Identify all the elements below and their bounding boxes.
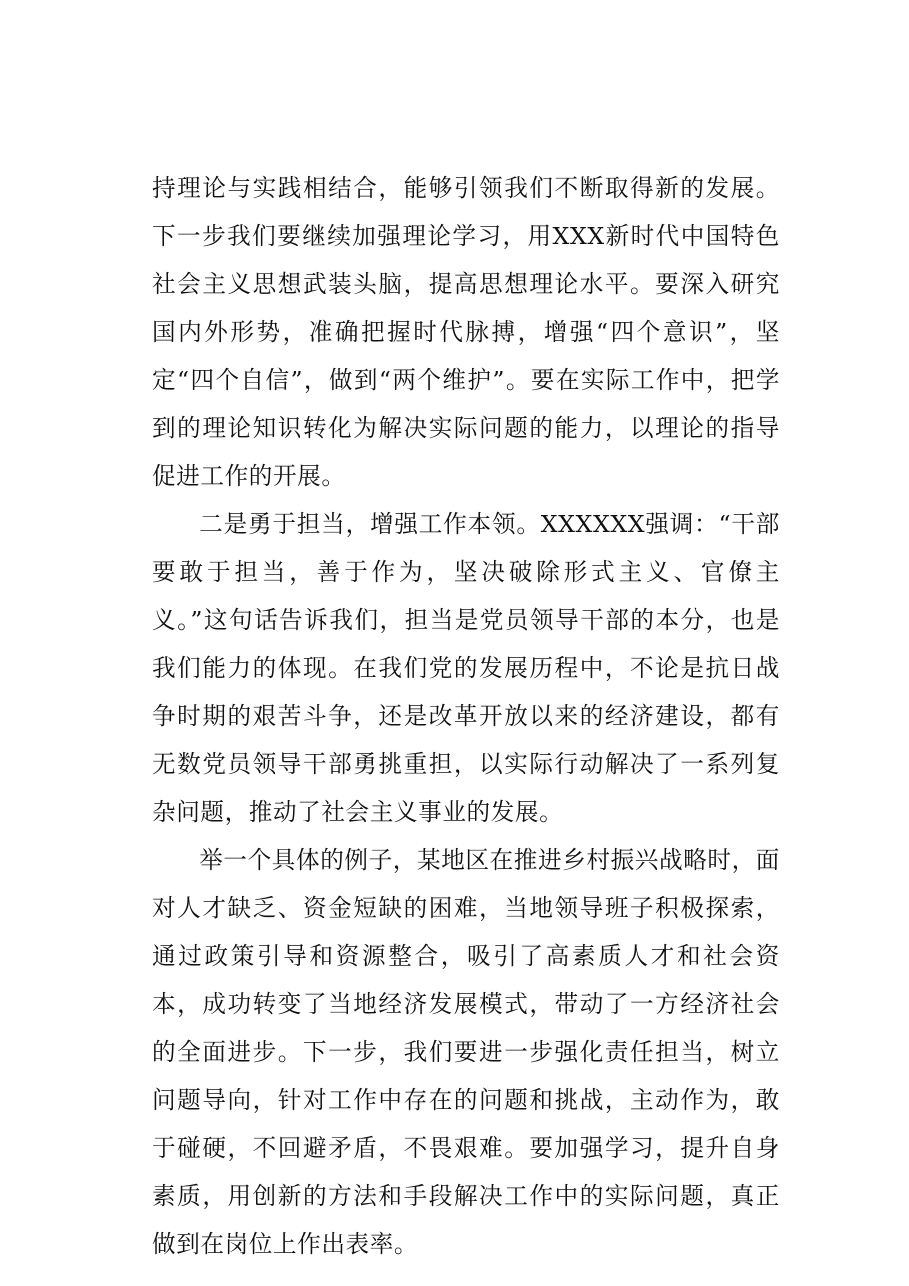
paragraph-example: 举一个具体的例子，某地区在推进乡村振兴战略时，面对人才缺乏、资金短缺的困难，当地领导班子积极探索，通过政策引导和资源整合，吸引了高素质人才和社会资本，成功转变了当地经济发展模式，带动了一方经济社会的全面进步。下一步，我们要进一步强化责任担当，树立问题导向，针对工作中存在的问题和挑战，主动作为，敢于碰硬，不回避矛盾，不畏艰难。要加强学习，提升自身素质，用创新的方法和手段解决工作中的实际问题，真正做到在岗位上作出表率。 [152, 846, 780, 1258]
document-body [152, 164, 780, 1268]
paragraph-continuation: 持理论与实践相结合，能够引领我们不断取得新的发展。下一步我们要继续加强理论学习，用XXX新时代中国特色社会主义思想武装头脑，提高思想理论水平。要深入研究国内外形势，准确把握时代脉搏，增强“四个意识”，坚定“四个自信”，做到“两个维护”。要在实际工作中，把学到的理论知识转化为解决实际问题的能力，以理论的指导促进工作的开展。 [152, 174, 780, 490]
paragraph-second-point: 二是勇于担当，增强工作本领。XXXXXX强调：“干部要敢于担当，善于作为，坚决破除形式主义、官僚主义。”这句话告诉我们，担当是党员领导干部的本分，也是我们能力的体现。在我们党的发展历程中，不论是抗日战争时期的艰苦斗争，还是改革开放以来的经济建设，都有无数党员领导干部勇挑重担，以实际行动解决了一系列复杂问题，推动了社会主义事业的发展。 [152, 510, 780, 826]
